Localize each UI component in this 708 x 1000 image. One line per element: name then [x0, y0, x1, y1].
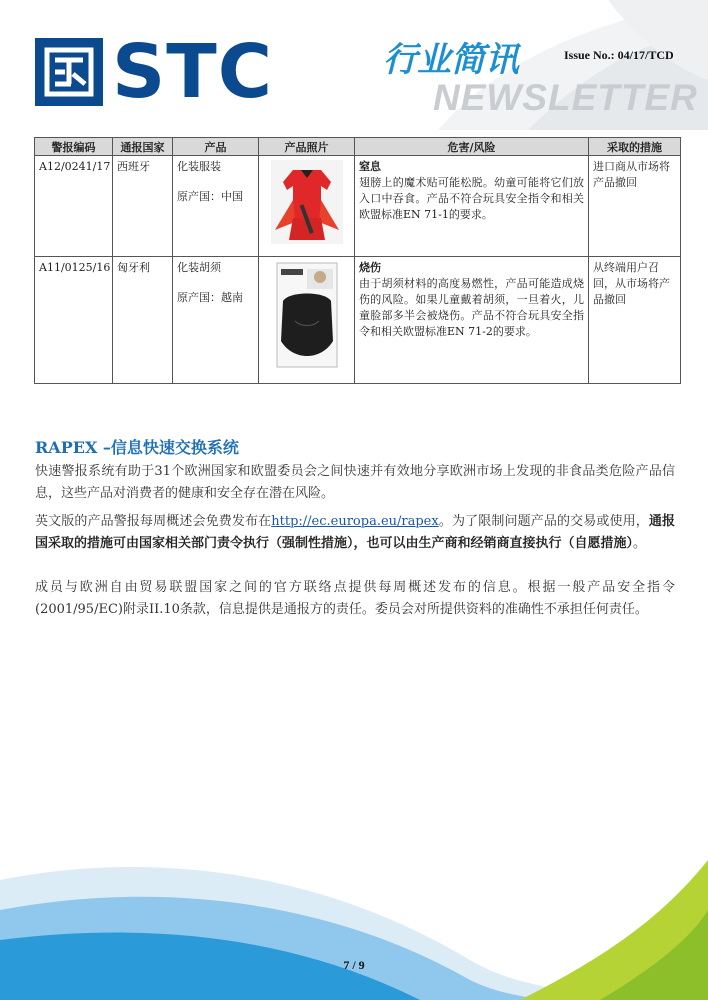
product-name: 化装胡须 — [177, 261, 221, 274]
page-number: 7 / 9 — [343, 958, 365, 972]
alert-code: A12/0241/17 — [35, 156, 113, 257]
alerts-table — [34, 137, 681, 384]
notifying-country: 匈牙利 — [113, 257, 173, 384]
costume-photo-icon — [271, 160, 343, 244]
rapex-paragraph-3: 成员与欧洲自由贸易联盟国家之间的官方联络点提供每周概述发布的信息。根据一般产品安全指令(2001/95/EC)附录II.10条款，信息提供是通报方的责任。委员会对所提供资料的准确性不承担任何责任。 — [35, 580, 675, 617]
table-row — [35, 156, 681, 257]
rapex-paragraph-2 — [35, 511, 675, 555]
stc-logo-icon — [41, 44, 97, 100]
newsletter-watermark: NEWSLETTER — [433, 77, 698, 118]
alert-code: A11/0125/16 — [35, 257, 113, 384]
product-origin: 原产国：中国 — [177, 190, 243, 203]
hazard-cell — [355, 257, 589, 384]
photo-cell — [259, 257, 355, 384]
product-cell — [173, 257, 259, 384]
rapex-p2-text-b: 。为了限制问题产品的交易或使用， — [438, 514, 649, 529]
header-measures: 采取的措施 — [589, 138, 681, 156]
rapex-p2-text-c: 。 — [633, 536, 647, 551]
beard-package-photo-icon — [271, 261, 343, 369]
rapex-link[interactable]: http://ec.europa.eu/rapex — [271, 514, 439, 529]
issue-number: Issue No.: 04/17/TCD — [564, 48, 674, 62]
hazard-description: 由于胡须材料的高度易燃性，产品可能造成烧伤的风险。如果儿童戴着胡须，一旦着火，儿童脸部多半会被烧伤。产品不符合玩具安全指令和相关欧盟标准EN 71-2的要求。 — [359, 277, 584, 338]
hazard-title: 窒息 — [359, 160, 381, 173]
table-header-row — [35, 138, 681, 156]
page-header — [0, 0, 708, 130]
table-row — [35, 257, 681, 384]
product-origin: 原产国：越南 — [177, 291, 243, 304]
rapex-section-title: RAPEX –信息快速交换系统 — [35, 438, 239, 457]
header-product: 产品 — [173, 138, 259, 156]
measures-taken: 进口商从市场将产品撤回 — [589, 156, 681, 257]
header-photo: 产品照片 — [259, 138, 355, 156]
newsletter-title-cn: 行业简讯 — [383, 40, 519, 80]
notifying-country: 西班牙 — [113, 156, 173, 257]
rapex-paragraph-1: 快速警报系统有助于31个欧洲国家和欧盟委员会之间快速并有效地分享欧洲市场上发现的非食品类危险产品信息，这些产品对消费者的健康和安全存在潜在风险。 — [35, 464, 675, 501]
header-alert-code: 警报编码 — [35, 138, 113, 156]
header-country: 通报国家 — [113, 138, 173, 156]
hazard-title: 烧伤 — [359, 261, 381, 274]
product-cell — [173, 156, 259, 257]
footer-wave-decoration — [0, 840, 708, 1000]
photo-cell — [259, 156, 355, 257]
header-hazard: 危害/风险 — [355, 138, 589, 156]
hazard-cell — [355, 156, 589, 257]
stc-logo-text: STC — [112, 29, 274, 115]
measures-taken: 从终端用户召回，从市场将产品撤回 — [589, 257, 681, 384]
product-name: 化装服装 — [177, 160, 221, 173]
rapex-p2-text-a: 英文版的产品警报每周概述会免费发布在 — [35, 514, 272, 529]
hazard-description: 翅膀上的魔术贴可能松脱。幼童可能将它们放入口中吞食。产品不符合玩具安全指令和相关欧盟标准EN 71-1的要求。 — [359, 176, 584, 221]
rapex-p2-bold: 通报国采取的措施可由国家相关部门责令执行（强制性措施），也可以由生产商和经销商直接执行（自愿措施） — [35, 514, 675, 551]
